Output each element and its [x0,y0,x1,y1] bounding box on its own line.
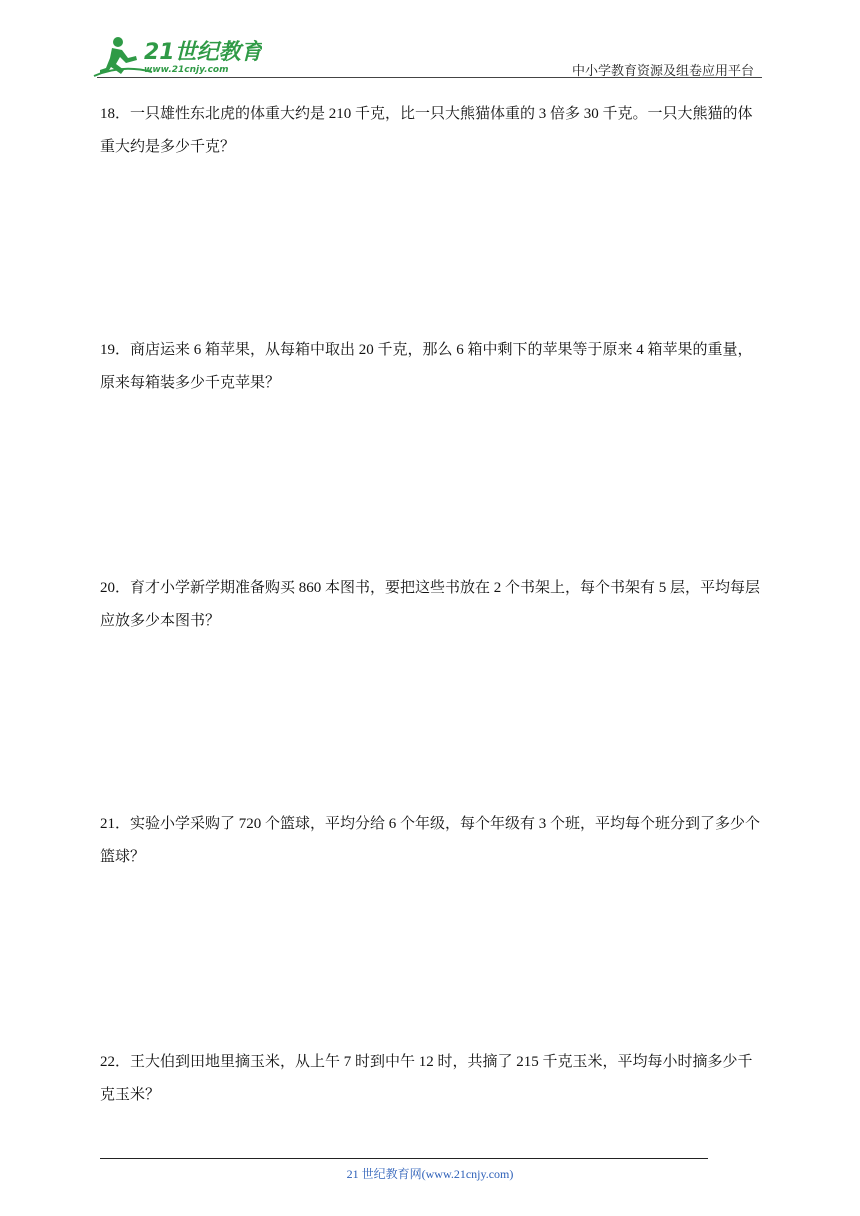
question-22: 22．王大伯到田地里摘玉米，从上午 7 时到中午 12 时，共摘了 215 千克玉米，平均每小时摘多少千克玉米？ [100,1054,753,1103]
question-21: 21．实验小学采购了 720 个篮球，平均分给 6 个年级，每个年级有 3 个班，平均每个班分到了多少个篮球？ [100,816,761,865]
logo-title: 21世纪教育 [144,40,262,65]
question-20: 20．育才小学新学期准备购买 860 本图书，要把这些书放在 2 个书架上，每个书架有 5 层，平均每层应放多少本图书？ [100,580,761,629]
logo-url: www.21cnjy.com [144,65,229,75]
footer-divider [100,1158,708,1159]
site-logo [92,34,262,78]
footer-link[interactable]: 21 世纪教育网(www.21cnjy.com) [346,1167,514,1181]
question-19: 19．商店运来 6 箱苹果，从每箱中取出 20 千克，那么 6 箱中剩下的苹果等于原来 4 箱苹果的重量，原来每箱装多少千克苹果？ [100,342,753,391]
header-divider [97,77,762,78]
platform-title: 中小学教育资源及组卷应用平台 [571,64,754,79]
runner-logo-icon [92,34,262,78]
question-18: 18．一只雄性东北虎的体重大约是 210 千克，比一只大熊猫体重的 3 倍多 30 千克。一只大熊猫的体重大约是多少千克？ [100,106,753,155]
